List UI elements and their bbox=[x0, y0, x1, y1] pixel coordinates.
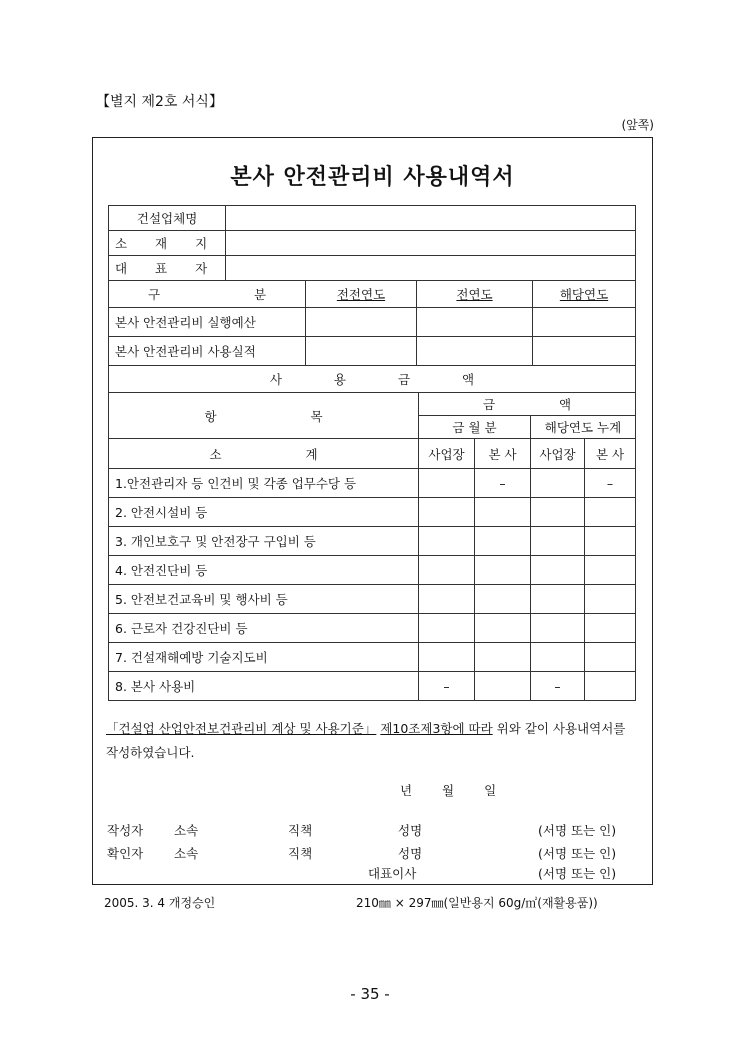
amount-cell-dash: – bbox=[585, 469, 636, 498]
legal-reference: 「건설업 산업안전보건관리비 계상 및 사용기준」 bbox=[106, 721, 377, 736]
usage-item-label: 1.안전관리자 등 인건비 및 각종 업무수당 등 bbox=[109, 469, 419, 498]
amount-cell[interactable] bbox=[475, 527, 531, 556]
amount-cell[interactable] bbox=[531, 469, 585, 498]
amount-cell[interactable] bbox=[419, 469, 475, 498]
confirmer-label: 확인자 bbox=[107, 846, 144, 861]
amount-cell[interactable] bbox=[585, 498, 636, 527]
representative-field[interactable] bbox=[226, 256, 636, 281]
front-side-label: (앞쪽) bbox=[621, 118, 654, 132]
amount-cell[interactable] bbox=[585, 614, 636, 643]
budget-row-label: 본사 안전관리비 실행예산 bbox=[109, 308, 306, 337]
amount-cell[interactable] bbox=[585, 672, 636, 701]
amount-cell[interactable] bbox=[585, 585, 636, 614]
representative-label: 대 표 자 bbox=[109, 256, 226, 281]
actual-cell[interactable] bbox=[417, 337, 533, 366]
category-header: 구 분 bbox=[109, 281, 306, 308]
form-number-label: 【별지 제2호 서식】 bbox=[96, 94, 223, 110]
site-column-header: 사업장 bbox=[419, 439, 475, 469]
approval-note: 2005. 3. 4 개정승인 bbox=[104, 896, 216, 910]
amount-cell[interactable] bbox=[531, 556, 585, 585]
item-header: 항 목 bbox=[109, 393, 419, 439]
position-label: 직책 bbox=[288, 823, 313, 838]
actual-cell[interactable] bbox=[533, 337, 636, 366]
company-name-field[interactable] bbox=[226, 206, 636, 231]
writer-label: 작성자 bbox=[107, 823, 144, 838]
form-title: 본사 안전관리비 사용내역서 bbox=[230, 165, 515, 190]
budget-cell[interactable] bbox=[417, 308, 533, 337]
amount-header: 금 액 bbox=[419, 393, 636, 416]
amount-cell[interactable] bbox=[531, 498, 585, 527]
amount-cell[interactable] bbox=[419, 614, 475, 643]
budget-cell[interactable] bbox=[306, 308, 417, 337]
usage-section-title: 사 용 금 액 bbox=[109, 366, 636, 393]
usage-item-label: 2. 안전시설비 등 bbox=[109, 498, 419, 527]
sign-or-seal[interactable]: (서명 또는 인) bbox=[538, 823, 617, 838]
cumulative-header: 해당연도 누계 bbox=[531, 416, 636, 439]
current-year-header: 해당연도 bbox=[559, 287, 609, 302]
position-label: 직책 bbox=[288, 846, 313, 861]
actual-cell[interactable] bbox=[306, 337, 417, 366]
company-info-table bbox=[108, 205, 636, 281]
yearly-comparison-table bbox=[108, 280, 636, 366]
amount-cell-dash: – bbox=[531, 672, 585, 701]
legal-text: 위와 같이 사용내역서를 작성하였습니다. bbox=[106, 721, 626, 760]
budget-cell[interactable] bbox=[533, 308, 636, 337]
amount-cell[interactable] bbox=[419, 585, 475, 614]
date-line: 년 월 일 bbox=[400, 783, 497, 798]
amount-cell[interactable] bbox=[475, 614, 531, 643]
two-years-prior-header: 전전연도 bbox=[336, 287, 386, 302]
legal-article: 제10조제3항에 따라 bbox=[380, 721, 493, 736]
amount-cell[interactable] bbox=[475, 643, 531, 672]
usage-item-label: 3. 개인보호구 및 안전장구 구입비 등 bbox=[109, 527, 419, 556]
affiliation-label: 소속 bbox=[174, 823, 199, 838]
prior-year-header: 전연도 bbox=[456, 287, 493, 302]
amount-cell[interactable] bbox=[419, 498, 475, 527]
actual-row-label: 본사 안전관리비 사용실적 bbox=[109, 337, 306, 366]
paper-spec: 210㎜ × 297㎜(일반용지 60g/㎡(재활용품)) bbox=[356, 896, 598, 910]
amount-cell[interactable] bbox=[419, 643, 475, 672]
affiliation-label: 소속 bbox=[174, 846, 199, 861]
subtotal-label: 소 계 bbox=[109, 439, 419, 469]
sign-or-seal[interactable]: (서명 또는 인) bbox=[538, 846, 617, 861]
amount-cell[interactable] bbox=[475, 556, 531, 585]
usage-item-label: 7. 건설재해예방 기술지도비 bbox=[109, 643, 419, 672]
amount-cell[interactable] bbox=[475, 585, 531, 614]
sign-or-seal[interactable]: (서명 또는 인) bbox=[538, 866, 617, 881]
amount-cell[interactable] bbox=[419, 527, 475, 556]
amount-cell[interactable] bbox=[531, 527, 585, 556]
usage-item-label: 8. 본사 사용비 bbox=[109, 672, 419, 701]
amount-cell[interactable] bbox=[475, 498, 531, 527]
usage-amount-table bbox=[108, 365, 636, 701]
address-field[interactable] bbox=[226, 231, 636, 256]
amount-cell[interactable] bbox=[585, 643, 636, 672]
amount-cell[interactable] bbox=[585, 527, 636, 556]
address-label: 소 재 지 bbox=[109, 231, 226, 256]
hq-column-header: 본 사 bbox=[475, 439, 531, 469]
amount-cell[interactable] bbox=[475, 672, 531, 701]
name-label: 성명 bbox=[398, 846, 423, 861]
company-name-label: 건설업체명 bbox=[109, 206, 226, 231]
amount-cell[interactable] bbox=[419, 556, 475, 585]
amount-cell[interactable] bbox=[531, 585, 585, 614]
amount-cell[interactable] bbox=[531, 614, 585, 643]
hq-column-header: 본 사 bbox=[585, 439, 636, 469]
amount-cell-dash: – bbox=[475, 469, 531, 498]
usage-item-label: 4. 안전진단비 등 bbox=[109, 556, 419, 585]
amount-cell[interactable] bbox=[531, 643, 585, 672]
usage-item-label: 6. 근로자 건강진단비 등 bbox=[109, 614, 419, 643]
ceo-label: 대표이사 bbox=[368, 866, 417, 881]
site-column-header: 사업장 bbox=[531, 439, 585, 469]
usage-item-label: 5. 안전보건교육비 및 행사비 등 bbox=[109, 585, 419, 614]
amount-cell[interactable] bbox=[585, 556, 636, 585]
monthly-header: 금 월 분 bbox=[419, 416, 531, 439]
legal-statement bbox=[106, 717, 636, 765]
amount-cell-dash: – bbox=[419, 672, 475, 701]
page-number: - 35 - bbox=[350, 985, 390, 1003]
name-label: 성명 bbox=[398, 823, 423, 838]
